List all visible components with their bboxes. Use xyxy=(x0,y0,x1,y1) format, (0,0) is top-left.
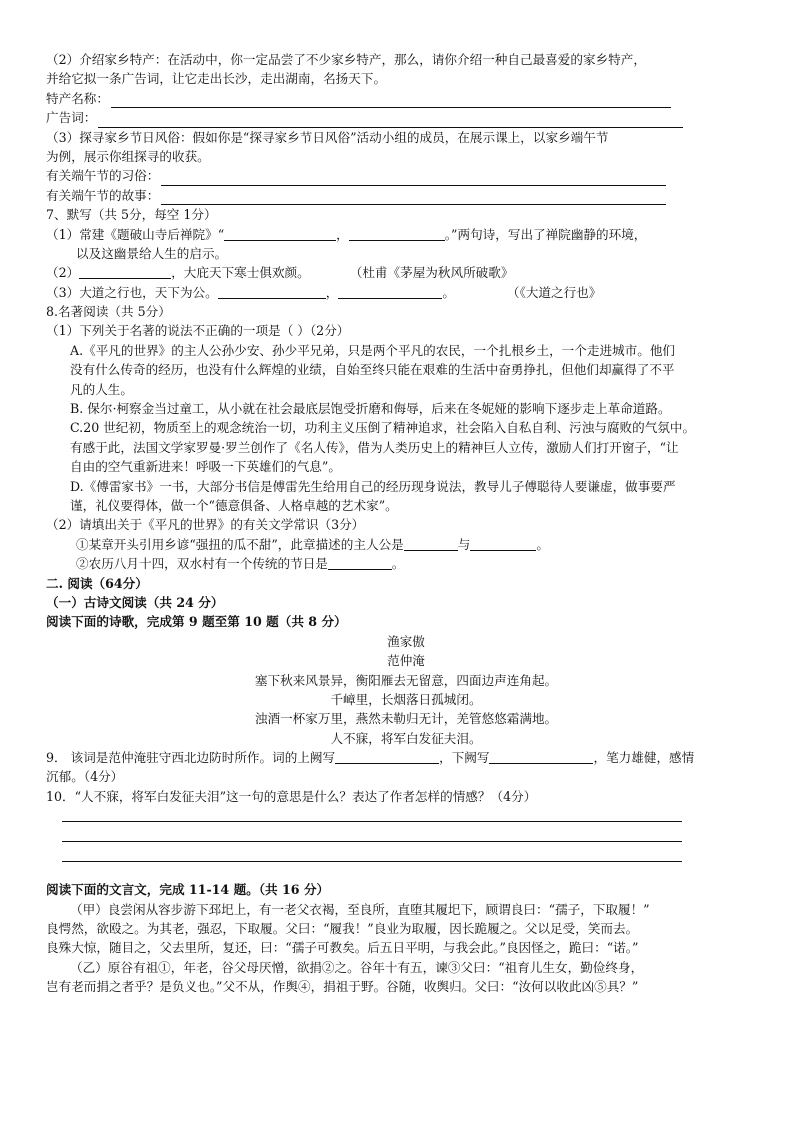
q7-3-text-b: ， xyxy=(325,284,339,300)
festival-custom-blank[interactable] xyxy=(161,171,666,186)
q8-2-item2-blank[interactable] xyxy=(328,556,392,570)
q7-1-row-cont: 以及这幽景给人生的启示。 xyxy=(76,245,228,261)
q8-2-item1-text-b: 与 xyxy=(457,536,471,552)
q8-option-a-line3: 凡的人生。 xyxy=(70,381,133,397)
poem-line-1: 塞下秋来风景异，衡阳雁去无留意，四面边声连角起。 xyxy=(254,672,558,688)
festival-custom-label: 有关端午节的习俗： xyxy=(46,168,160,184)
q7-2-text-a: （2） xyxy=(46,265,80,281)
q8-2-item1-text-a: ①某章开头引用乡谚“强扭的瓜不甜”，此章描述的主人公是 xyxy=(76,536,404,552)
q8-1-stem: （1）下列关于名著的说法不正确的一项是（ ）（2分） xyxy=(46,323,350,339)
classical-passage-a-line3: 良殊大惊，随目之，父去里所，复还，曰：“孺子可教矣。后五日平明，与我会此。”良因怪之，跪曰：“诺。” xyxy=(46,940,639,956)
q6-2-line1: （2）介绍家乡特产：在活动中，你一定品尝了不少家乡特产，那么，请你介绍一种自己最喜爱的家乡特产， xyxy=(46,52,646,67)
q7-1-blank-2[interactable] xyxy=(349,227,445,241)
q8-2-item1-text-c: 。 xyxy=(536,536,549,552)
specialty-name-row xyxy=(46,89,766,108)
q8-option-c-line3: 自由的空气重新进来！呼吸一下英雄们的气息”。 xyxy=(70,459,341,475)
festival-custom-row xyxy=(46,166,766,185)
q7-3-row xyxy=(46,283,766,302)
classical-instructions: 阅读下面的文言文，完成 11-14 题。（共 16 分） xyxy=(46,882,330,898)
poem-line-3: 浊酒一杯家万里，燕然未勒归无计，羌管悠悠霜满地。 xyxy=(254,711,558,727)
q7-title: 7、默写（共 5分，每空 1分） xyxy=(46,207,217,223)
q9-row-cont: 沉郁。（4分） xyxy=(46,769,124,785)
q8-option-a-line2: 没有什么传奇的经历，也没有什么辉煌的业绩，自始至终只能在艰难的生活中奋勇挣扎，但他们却赢得了不平 xyxy=(70,362,675,378)
q8-option-d-line1[interactable]: D.《傅雷家书》一书，大部分书信是傅雷先生给用自己的经历现身说法，教导儿子傅聪待人要谦虚，做事要严 xyxy=(70,478,676,494)
q8-option-b-line1[interactable]: B. 保尔·柯察金当过童工，从小就在社会最底层饱受折磨和侮辱，后来在冬妮娅的影响下逐步走上革命道路。 xyxy=(70,401,671,417)
q7-3-text-a: （3）大道之行也，天下为公。 xyxy=(46,284,218,300)
q10-stem: 10．“人不寐，将军白发征夫泪”这一句的意思是什么？表达了作者怎样的情感？（4分） xyxy=(46,788,537,804)
q9-blank-1[interactable] xyxy=(335,750,439,764)
q7-3-blank-1[interactable] xyxy=(218,285,326,299)
q9-row xyxy=(46,748,766,767)
poem-line-2: 千嶂里，长烟落日孤城闭。 xyxy=(330,691,482,707)
classical-passage-b-line1: （乙）原谷有祖①，年老，谷父母厌憎，欲捐②之。谷年十有五，谏③父曰：“祖育儿生女，勤俭终身， xyxy=(70,959,644,975)
q9-text-c: ，笔力雄健，感情 xyxy=(593,750,695,766)
q7-1-text-b: ， xyxy=(336,226,349,242)
q7-2-text-b: ，大庇天下寒士俱欢颜。 xyxy=(171,265,310,281)
classical-passage-a-line2: 良愕然，欲殴之。为其老，强忍，下取履。父曰：“履我！”良业为取履，因长跪履之。父以足受，笑而去。 xyxy=(46,921,639,937)
q6-2-line2: 并给它拟一条广告词，让它走出长沙，走出湖南，名扬天下。 xyxy=(46,71,387,87)
festival-story-label: 有关端午节的故事： xyxy=(46,187,160,203)
classical-passage-b-line2: 岂有老而捐之者乎？是负义也。”父不从，作舆④，捐祖于野。谷随，收舆归。父曰：“汝何以收此凶⑤具？” xyxy=(46,979,639,995)
q9-text-a: 9． 该词是范仲淹驻守西北边防时所作。词的上阙写 xyxy=(46,750,336,766)
section-2-subtitle: （一）古诗文阅读（共 24 分） xyxy=(46,594,224,610)
poem-instructions: 阅读下面的诗歌，完成第 9 题至第 10 题（共 8 分） xyxy=(46,614,347,630)
ad-slogan-blank[interactable] xyxy=(98,113,683,128)
q7-3-text-c: 。 xyxy=(442,284,455,300)
poem-line-4: 人不寐，将军白发征夫泪。 xyxy=(330,730,482,746)
exam-page xyxy=(46,50,766,997)
q7-3-text-d: （《大道之行也》 xyxy=(506,284,602,300)
q8-option-c-line2: 有感于此，法国文学家罗曼·罗兰创作了《名人传》，借为人类历史上的精神巨人立传，激励人们打开窗子，“让 xyxy=(70,439,679,455)
q8-option-c-line1[interactable]: C.20 世纪初，物质至上的观念统治一切，功利主义压倒了精神追求，社会陷入自私自利、污浊与腐败的气氛中。 xyxy=(70,420,696,436)
q9-text-b: ，下阙写 xyxy=(439,750,490,766)
ad-slogan-row xyxy=(46,108,766,127)
q8-2-item1-blank-2[interactable] xyxy=(470,537,536,551)
q9-blank-2[interactable] xyxy=(489,750,593,764)
festival-story-row xyxy=(46,186,766,205)
q10-answer-line-2[interactable] xyxy=(46,826,766,846)
classical-passage-a-line1: （甲）良尝闲从容步游下邳圯上，有一老父衣褐，至良所，直堕其履圯下，顾谓良曰：“孺子，下取履！” xyxy=(70,901,650,917)
q8-title: 8.名著阅读（共 5分） xyxy=(46,304,171,320)
q8-2-stem: （2）请填出关于《平凡的世界》的有关文学常识（3分） xyxy=(46,517,365,533)
poem-author: 范仲淹 xyxy=(387,653,425,669)
q8-2-item1-blank-1[interactable] xyxy=(404,537,458,551)
specialty-name-blank[interactable] xyxy=(111,93,671,108)
q7-1-text-a: （1）常建《题破山寺后禅院》“ xyxy=(46,226,225,242)
q8-option-d-line2: 谨，礼仪要得体，做一个“德意俱备、人格卓越的艺术家”。 xyxy=(70,497,398,513)
q7-3-blank-2[interactable] xyxy=(338,285,442,299)
q7-2-text-c: （杜甫《茅屋为秋风所破歌》 xyxy=(349,265,514,281)
q10-answer-line-3[interactable] xyxy=(46,846,766,866)
q8-option-a-line1[interactable]: A.《平凡的世界》的主人公孙少安、孙少平兄弟，只是两个平凡的农民，一个扎根乡土，一个走进城市。他们 xyxy=(70,342,676,358)
q8-2-item1 xyxy=(46,535,766,554)
q7-1-row xyxy=(46,225,766,244)
q7-1-text-c: 。”两句诗，写出了禅院幽静的环境， xyxy=(444,226,647,242)
q7-2-blank-1[interactable] xyxy=(79,265,171,279)
ad-slogan-label: 广告词： xyxy=(46,110,97,126)
q6-3-line1: （3）探寻家乡节日风俗：假如你是“探寻家乡节日风俗”活动小组的成员，在展示课上，以家乡端午节 xyxy=(46,129,609,145)
festival-story-blank[interactable] xyxy=(161,190,666,205)
q10-answer-line-1[interactable] xyxy=(46,806,766,826)
q7-2-row xyxy=(46,263,766,282)
q6-3-line2: 为例，展示你组探寻的收获。 xyxy=(46,148,210,164)
q8-2-item2 xyxy=(46,554,766,573)
q7-1-blank-1[interactable] xyxy=(224,227,336,241)
q8-2-item2-text-b: 。 xyxy=(391,556,405,572)
section-2-title: 二. 阅读（64分） xyxy=(46,575,148,591)
poem-title: 渔家傲 xyxy=(387,633,425,649)
specialty-name-label: 特产名称： xyxy=(46,90,109,106)
q8-2-item2-text-a: ②农历八月十四，双水村有一个传统的节日是 xyxy=(76,556,328,572)
